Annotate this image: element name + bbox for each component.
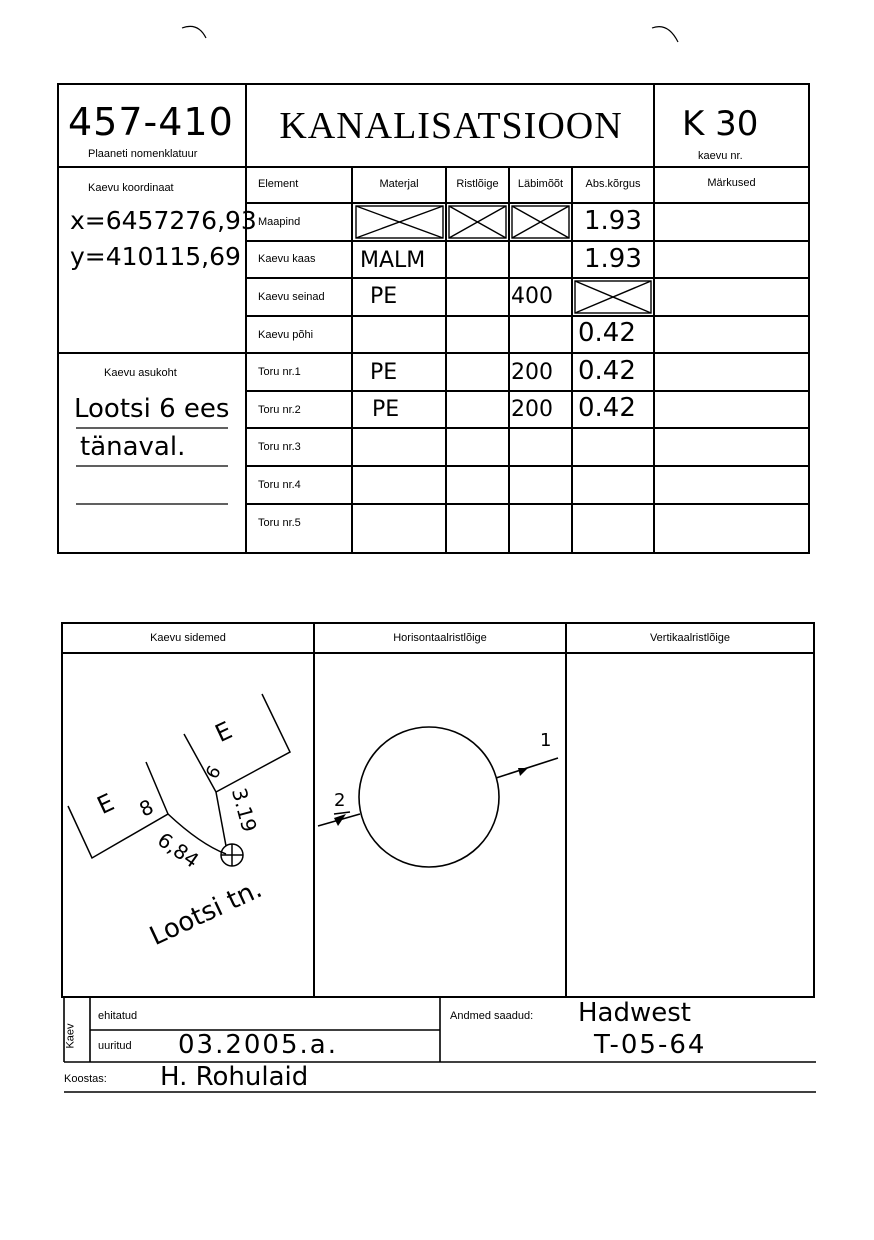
data-source-value2: T-05-64: [594, 1030, 707, 1060]
sketch-street: Lootsi tn.: [145, 874, 267, 952]
well-label: kaevu nr.: [698, 150, 743, 162]
row-element: Kaevu seinad: [258, 291, 325, 303]
coordinate-y: y=410115,69: [70, 242, 241, 271]
row-element: Toru nr.1: [258, 366, 301, 378]
cell-height: 0.42: [578, 318, 636, 348]
header-material: Materjal: [379, 178, 419, 190]
cell-material: PE: [372, 397, 400, 422]
sketch-dist-684: 6,84: [153, 827, 204, 873]
coordinates-label: Kaevu koordinaat: [88, 182, 174, 194]
header-remarks: Märkused: [707, 177, 756, 189]
row-element: Toru nr.2: [258, 404, 301, 416]
location-line2: tänaval.: [80, 432, 186, 462]
plan-label: Plaaneti nomenklatuur: [88, 148, 198, 160]
row-element: Kaevu põhi: [258, 329, 314, 341]
location-line1: Lootsi 6 ees: [74, 394, 230, 424]
cell-material: MALM: [360, 248, 426, 273]
sketch-header-vertical: Vertikaalristlõige: [649, 632, 731, 644]
sketch-dist-319: 3.19: [226, 785, 262, 835]
compiled-label: Koostas:: [64, 1073, 107, 1085]
row-element: Toru nr.3: [258, 441, 301, 453]
header-diameter: Läbimõõt: [517, 178, 564, 190]
coordinate-x: x=6457276,93: [70, 206, 257, 235]
sketch-header-ties: Kaevu sidemed: [150, 632, 226, 644]
cell-height: 0.42: [578, 356, 636, 386]
header-abs-height: Abs.kõrgus: [585, 178, 641, 190]
row-element: Maapind: [258, 216, 301, 228]
sketch-label-e1: E: [92, 788, 119, 820]
cell-height: 0.42: [578, 393, 636, 423]
cell-diameter: 200: [511, 397, 553, 422]
data-source-label: Andmed saadud:: [450, 1010, 534, 1022]
sketch-dist-6: 6: [201, 762, 226, 783]
location-label: Kaevu asukoht: [104, 367, 177, 379]
header-cross-section: Ristlõige: [456, 178, 499, 190]
page-title: KANALISATSIOON: [279, 105, 623, 147]
sketch-header-horizontal: Horisontaalristlõige: [393, 632, 487, 644]
side-label: Kaev: [64, 1023, 77, 1049]
pipe-label-1: 1: [540, 730, 552, 751]
well-number: K 30: [682, 104, 759, 144]
compiled-value: H. Rohulaid: [160, 1062, 309, 1092]
cell-material: PE: [370, 284, 398, 309]
sketch-dist-8: 8: [135, 794, 158, 822]
cell-height: 1.93: [584, 206, 642, 236]
plan-number: 457-410: [68, 100, 234, 144]
cell-height: 1.93: [584, 244, 642, 274]
built-label: ehitatud: [98, 1010, 138, 1022]
surveyed-label: uuritud: [98, 1040, 132, 1052]
surveyed-value: 03.2005.a.: [178, 1030, 338, 1060]
manhole-plan: [318, 727, 558, 867]
row-element: Kaevu kaas: [258, 253, 316, 265]
row-element: Toru nr.5: [258, 517, 301, 529]
cell-diameter: 200: [511, 360, 553, 385]
row-element: Toru nr.4: [258, 479, 301, 491]
header-element: Element: [258, 178, 299, 190]
data-source-value1: Hadwest: [578, 998, 691, 1028]
cell-material: PE: [370, 360, 398, 385]
sketch-label-e2: E: [210, 716, 237, 748]
pipe-label-2: 2: [334, 790, 346, 811]
cell-diameter: 400: [511, 284, 553, 309]
